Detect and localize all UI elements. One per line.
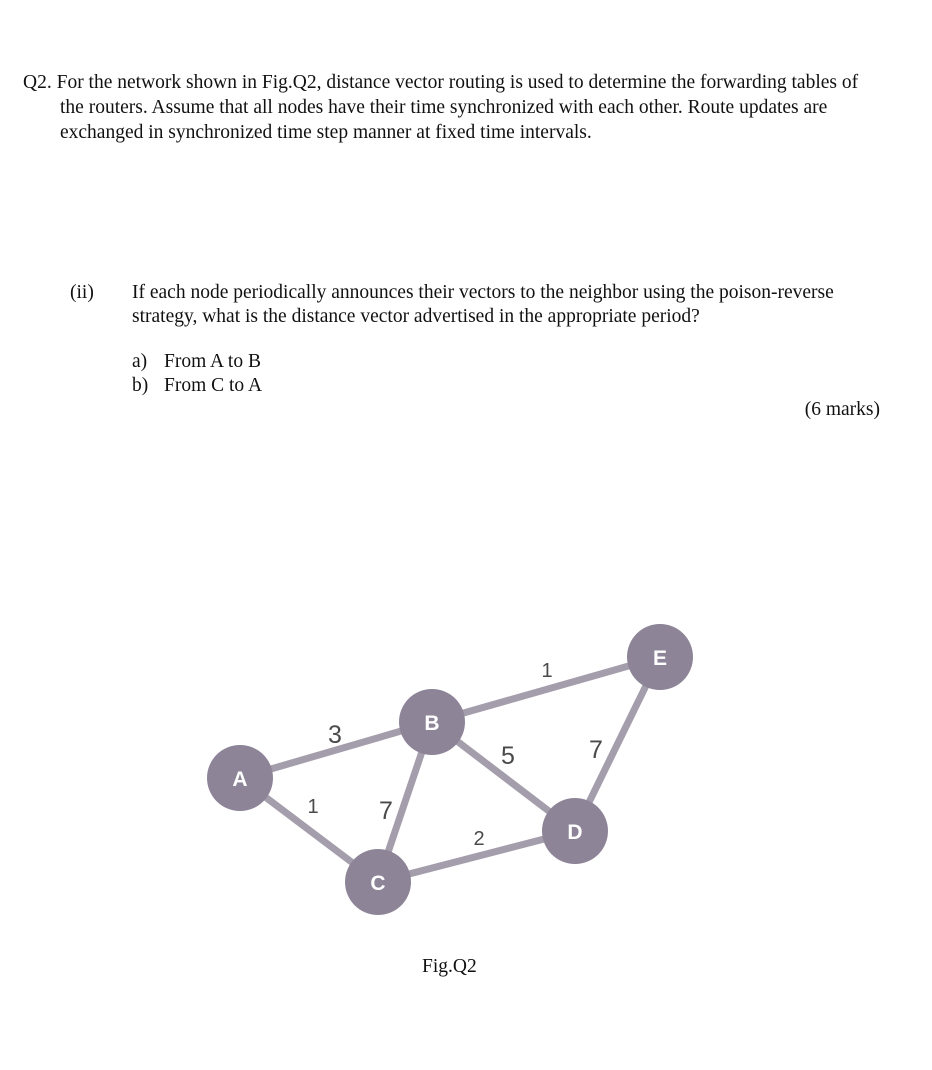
- option-a-text: From A to B: [164, 351, 261, 372]
- node-E-label: E: [652, 647, 668, 670]
- question-body: For the network shown in Fig.Q2, distance vector routing is used to determine the forwarding tables of the routers. Assume that all nodes have their time synchronized with each other. Route updates are exchanged in synchronized time step manner at fixed time intervals.: [56, 72, 859, 143]
- option-b-letter: b): [132, 375, 149, 396]
- option-b: [132, 374, 262, 398]
- weight-C-D: 2: [473, 828, 485, 850]
- weight-D-E: 7: [589, 736, 603, 764]
- question-text: [23, 70, 883, 145]
- weight-A-C: 1: [307, 796, 319, 818]
- option-a-letter: a): [132, 351, 148, 372]
- option-b-text: From C to A: [164, 375, 263, 396]
- marks-label: (6 marks): [804, 399, 880, 420]
- node-B-label: B: [424, 712, 440, 735]
- node-C-label: C: [370, 872, 386, 895]
- options-list: [132, 350, 262, 398]
- weight-B-E: 1: [541, 660, 553, 682]
- question-block: [23, 70, 883, 145]
- subpart-label: (ii): [70, 282, 94, 303]
- figure-caption: Fig.Q2: [422, 956, 477, 977]
- network-figure: [0, 600, 932, 930]
- weight-B-C: 7: [379, 797, 393, 825]
- node-D-label: D: [567, 821, 583, 844]
- question-number: Q2.: [23, 72, 52, 93]
- subpart-text: If each node periodically announces their vectors to the neighbor using the poison-reverse strategy, what is the distance vector advertised in the appropriate period?: [132, 282, 834, 327]
- weight-B-D: 5: [501, 742, 515, 770]
- weight-A-B: 3: [328, 721, 342, 749]
- option-a: [132, 350, 262, 374]
- node-A-label: A: [232, 768, 248, 791]
